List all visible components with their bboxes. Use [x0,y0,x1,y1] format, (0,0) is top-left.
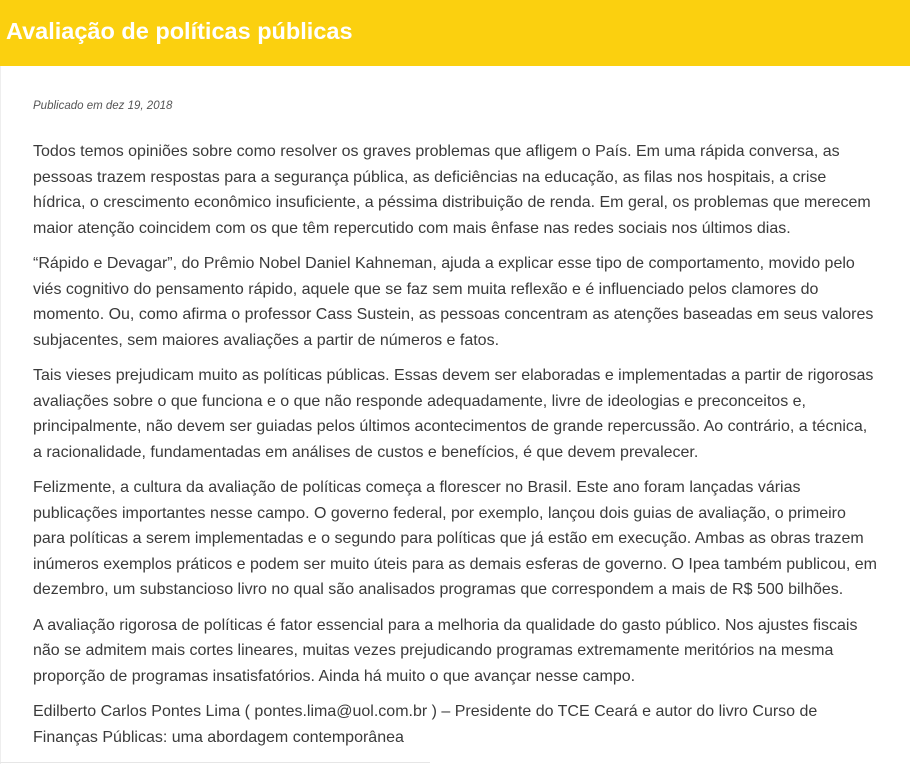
article-title: Avaliação de políticas públicas [6,18,353,44]
article-body [33,139,878,760]
paragraph-evaluation-culture: Felizmente, a cultura da avaliação de políticas começa a florescer no Brasil. Este ano foram lançadas várias publicações importantes nesse campo. O governo federal, por exemplo, lançou dois guias de avaliação, o primeiro para políticas a serem implementadas e o segundo para políticas que já estão em execução. Ambas as obras trazem inúmeros exemplos práticos e podem ser muito úteis para as demais esferas de governo. O Ipea também publicou, em dezembro, um substancioso livro no qual são analisados programas que correspondem a mais de R$ 500 bilhões. [33,479,877,598]
publish-date: Publicado em dez 19, 2018 [33,100,173,112]
paragraph-author: Edilberto Carlos Pontes Lima ( pontes.lima@uol.com.br ) – Presidente do TCE Ceará e autor do livro Curso de Finanças Públicas: uma abordagem contemporânea [33,703,818,746]
paragraph-biases: Tais vieses prejudicam muito as políticas públicas. Essas devem ser elaboradas e implementadas a partir de rigorosas avaliações sobre o que funciona e o que não responde adequadamente, livre de ideologias e preconceitos e, principalmente, não devem ser guiadas pelos últimos acontecimentos de grande repercussão. Ao contrário, a técnica, a racionalidade, fundamentadas em análises de custos e benefícios, é que devem prevalecer. [33,367,874,461]
paragraph-intro: Todos temos opiniões sobre como resolver os graves problemas que afligem o País. Em uma rápida conversa, as pessoas trazem respostas para a segurança pública, as deficiências na educação, as filas nos hospitais, a crise hídrica, o crescimento econômico insuficiente, a péssima distribuição de renda. Em geral, os problemas que merecem maior atenção coincidem com os que têm repercutido com mais ênfase nas redes sociais nos últimos dias. [33,143,871,237]
left-edge-divider [0,66,1,764]
bottom-divider [0,762,430,763]
paragraph-kahneman: “Rápido e Devagar”, do Prêmio Nobel Daniel Kahneman, ajuda a explicar esse tipo de comportamento, movido pelo viés cognitivo do pensamento rápido, aquele que se faz sem muita reflexão e é influenciado pelos clamores do momento. Ou, como afirma o professor Cass Sustein, as pessoas concentram as atenções baseadas em seus valores subjacentes, sem maiores avaliações a partir de números e fatos. [33,255,874,349]
paragraph-rigorous-evaluation: A avaliação rigorosa de políticas é fator essencial para a melhoria da qualidade do gasto público. Nos ajustes fiscais não se admitem mais cortes lineares, muitas vezes prejudicando programas extremamente meritórios na mesma proporção de programas insatisfatórios. Ainda há muito o que avançar nesse campo. [33,616,858,685]
title-bar [0,0,910,66]
